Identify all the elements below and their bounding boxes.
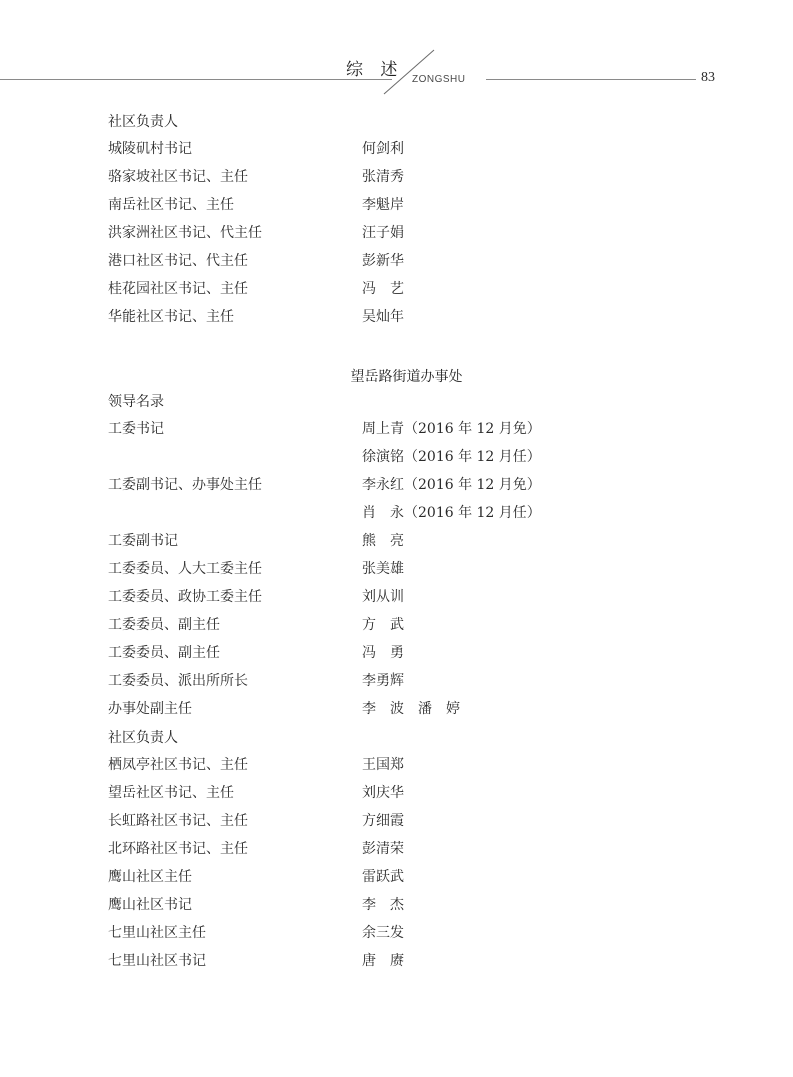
list-item	[0, 278, 793, 300]
person-name: 熊 亮	[362, 533, 404, 549]
position-label: 工委委员、人大工委主任	[108, 561, 262, 577]
person-name: 李勇辉	[362, 673, 404, 689]
list-item	[0, 306, 793, 328]
person-name: 唐 赓	[362, 953, 404, 969]
list-item	[0, 838, 793, 860]
section-romanized: ZONGSHU	[412, 74, 466, 85]
person-name: 周上青（2016 年 12 月免）	[362, 421, 541, 437]
list-item	[0, 810, 793, 832]
position-label: 工委委员、政协工委主任	[108, 589, 262, 605]
list-item	[0, 558, 793, 580]
person-name: 吴灿年	[362, 309, 404, 325]
position-label: 工委委员、副主任	[108, 645, 220, 661]
person-name: 肖 永（2016 年 12 月任）	[362, 505, 541, 521]
community-leaders-heading: 社区负责人	[108, 114, 178, 130]
list-item	[0, 530, 793, 552]
section-title: 综 述	[346, 60, 404, 80]
list-item	[0, 446, 793, 468]
list-item	[0, 194, 793, 216]
list-item	[0, 642, 793, 664]
person-name: 汪子娟	[362, 225, 404, 241]
person-name: 李 波 潘 婷	[362, 701, 460, 717]
position-label: 工委副书记、办事处主任	[108, 477, 262, 493]
position-label: 北环路社区书记、主任	[108, 841, 248, 857]
person-name: 张清秀	[362, 169, 404, 185]
list-item	[0, 166, 793, 188]
community-leaders-heading: 社区负责人	[108, 730, 178, 746]
office-title: 望岳路街道办事处	[350, 369, 463, 385]
person-name: 李永红（2016 年 12 月免）	[362, 477, 541, 493]
position-label: 工委书记	[108, 421, 164, 437]
header-rule-left	[0, 79, 392, 80]
position-label: 华能社区书记、主任	[108, 309, 234, 325]
position-label: 七里山社区主任	[108, 925, 206, 941]
running-header	[0, 0, 793, 110]
person-name: 李 杰	[362, 897, 404, 913]
list-item	[0, 922, 793, 944]
position-label: 桂花园社区书记、主任	[108, 281, 248, 297]
list-item	[0, 222, 793, 244]
list-item	[0, 586, 793, 608]
list-item	[0, 894, 793, 916]
position-label: 鹰山社区书记	[108, 897, 192, 913]
position-label: 工委委员、派出所所长	[108, 673, 248, 689]
position-label: 栖凤亭社区书记、主任	[108, 757, 248, 773]
header-rule-right	[486, 79, 696, 80]
list-item	[0, 950, 793, 972]
list-item	[0, 782, 793, 804]
person-name: 余三发	[362, 925, 404, 941]
person-name: 李魁岸	[362, 197, 404, 213]
position-label: 工委副书记	[108, 533, 178, 549]
position-label: 鹰山社区主任	[108, 869, 192, 885]
list-item	[0, 474, 793, 496]
person-name: 方细霞	[362, 813, 404, 829]
position-label: 工委委员、副主任	[108, 617, 220, 633]
person-name: 徐演铭（2016 年 12 月任）	[362, 449, 541, 465]
person-name: 王国郑	[362, 757, 404, 773]
list-item	[0, 754, 793, 776]
list-item	[0, 138, 793, 160]
page-number: 83	[701, 70, 715, 85]
list-item	[0, 614, 793, 636]
person-name: 方 武	[362, 617, 404, 633]
person-name: 冯 勇	[362, 645, 404, 661]
position-label: 望岳社区书记、主任	[108, 785, 234, 801]
position-label: 港口社区书记、代主任	[108, 253, 248, 269]
person-name: 刘从训	[362, 589, 404, 605]
position-label: 办事处副主任	[108, 701, 192, 717]
person-name: 雷跃武	[362, 869, 404, 885]
position-label: 南岳社区书记、主任	[108, 197, 234, 213]
list-item	[0, 866, 793, 888]
position-label: 骆家坡社区书记、主任	[108, 169, 248, 185]
list-item	[0, 698, 793, 720]
list-item	[0, 418, 793, 440]
person-name: 张美雄	[362, 561, 404, 577]
person-name: 刘庆华	[362, 785, 404, 801]
list-item	[0, 502, 793, 524]
position-label: 城陵矶村书记	[108, 141, 192, 157]
person-name: 彭新华	[362, 253, 404, 269]
person-name: 何剑利	[362, 141, 404, 157]
position-label: 七里山社区书记	[108, 953, 206, 969]
list-item	[0, 250, 793, 272]
person-name: 彭清荣	[362, 841, 404, 857]
person-name: 冯 艺	[362, 281, 404, 297]
position-label: 长虹路社区书记、主任	[108, 813, 248, 829]
position-label: 洪家洲社区书记、代主任	[108, 225, 262, 241]
list-item	[0, 670, 793, 692]
leaders-heading: 领导名录	[108, 394, 164, 410]
